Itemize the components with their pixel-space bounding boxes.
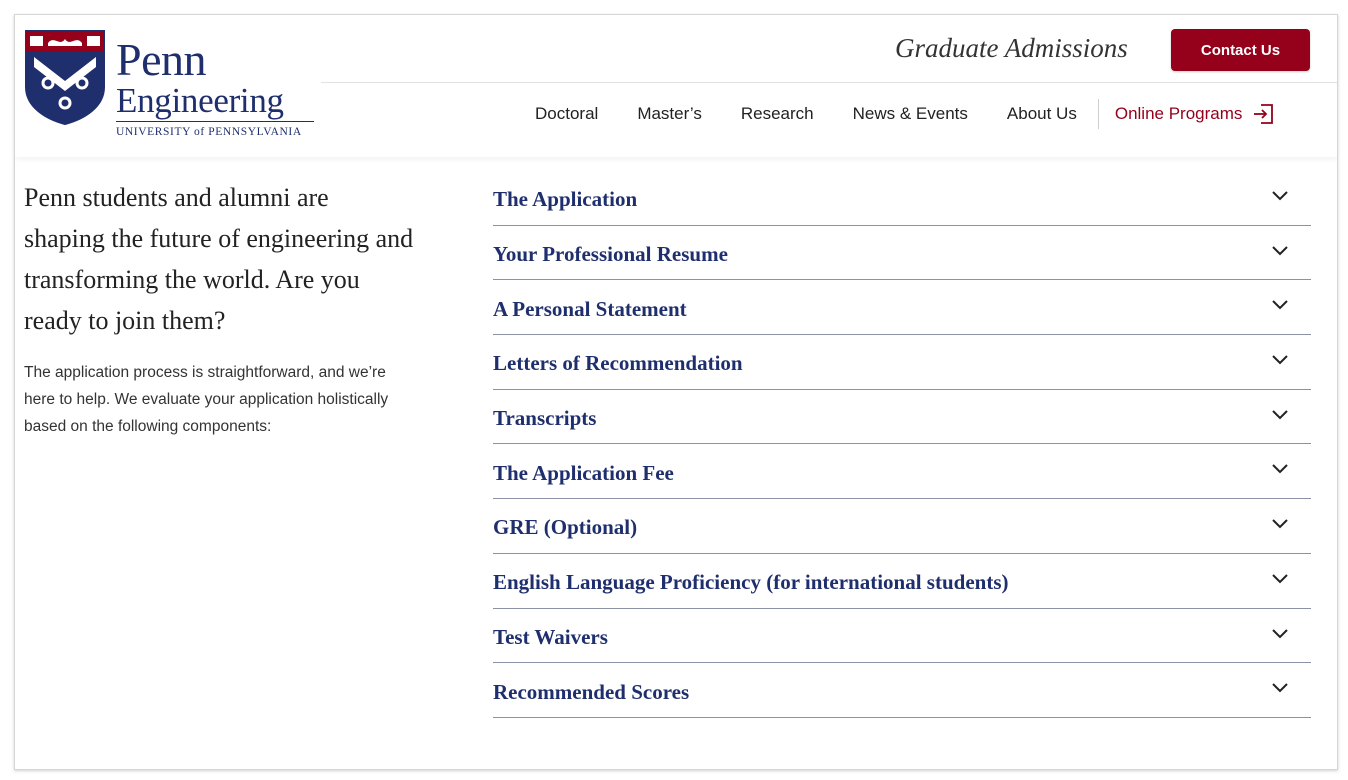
chevron-down-icon	[1271, 299, 1289, 311]
penn-engineering-logo[interactable]	[24, 29, 324, 138]
accordion-item-label: The Application	[493, 187, 638, 212]
logo-rule	[116, 121, 314, 122]
accordion-item-label: Transcripts	[493, 406, 597, 431]
accordion-item-the-application[interactable]	[493, 171, 1311, 226]
chevron-down-icon	[1271, 628, 1289, 640]
logo-university-text: UNIVERSITY of PENNSYLVANIA	[116, 126, 302, 138]
nav-item-research[interactable]: Research	[740, 104, 814, 123]
online-programs-label: Online Programs	[1114, 104, 1243, 123]
accordion-item-label: A Personal Statement	[493, 296, 687, 321]
contact-us-button[interactable]: Contact Us	[1171, 29, 1310, 71]
chevron-down-icon	[1271, 409, 1289, 421]
nav-item-news-events[interactable]: News & Events	[852, 104, 968, 123]
accordion-item-application-fee[interactable]	[493, 444, 1311, 499]
chevron-down-icon	[1271, 518, 1289, 530]
nav-item-masters[interactable]: Master’s	[637, 104, 702, 123]
chevron-down-icon	[1271, 682, 1289, 694]
accordion-item-english-language-proficiency[interactable]	[493, 554, 1311, 609]
chevron-down-icon	[1271, 190, 1289, 202]
graduate-admissions-title: Graduate Admissions	[895, 33, 1128, 63]
accordion-item-professional-resume[interactable]	[493, 226, 1311, 281]
accordion-item-label: Letters of Recommendation	[493, 351, 743, 376]
accordion-item-label: The Application Fee	[493, 460, 674, 485]
chevron-down-icon	[1271, 354, 1289, 366]
header-divider	[321, 82, 1337, 83]
penn-shield-icon	[24, 29, 106, 125]
chevron-down-icon	[1271, 573, 1289, 585]
application-components-accordion	[493, 171, 1311, 718]
main-nav	[535, 101, 1274, 127]
logo-penn-text: Penn	[116, 34, 206, 85]
accordion-item-label: Your Professional Resume	[493, 242, 728, 267]
accordion-item-label: Test Waivers	[493, 624, 608, 649]
accordion-item-gre-optional[interactable]	[493, 499, 1311, 554]
chevron-down-icon	[1271, 245, 1289, 257]
intro-section	[24, 177, 414, 440]
accordion-item-recommended-scores[interactable]	[493, 663, 1311, 718]
accordion-item-personal-statement[interactable]	[493, 280, 1311, 335]
external-login-icon	[1252, 103, 1274, 125]
intro-heading: Penn students and alumni are shaping the future of engineering and transforming the world. Are you ready to join them?	[24, 183, 414, 335]
intro-body: The application process is straightforward, and we’re here to help. We evaluate your application holistically based on the following components:	[24, 364, 389, 435]
online-programs-link[interactable]	[1115, 103, 1275, 125]
chevron-down-icon	[1271, 463, 1289, 475]
nav-divider	[1098, 99, 1099, 129]
accordion-item-test-waivers[interactable]	[493, 609, 1311, 664]
accordion-item-letters-of-recommendation[interactable]	[493, 335, 1311, 390]
accordion-item-label: GRE (Optional)	[493, 515, 638, 540]
page-frame	[14, 14, 1338, 770]
accordion-item-label: English Language Proficiency (for international students)	[493, 570, 1009, 595]
nav-item-doctoral[interactable]: Doctoral	[535, 104, 599, 123]
accordion-item-label: Recommended Scores	[493, 679, 690, 704]
site-header	[15, 15, 1338, 157]
accordion-item-transcripts[interactable]	[493, 390, 1311, 445]
logo-engineering-text: Engineering	[116, 81, 284, 120]
nav-item-about-us[interactable]: About Us	[1006, 104, 1077, 123]
